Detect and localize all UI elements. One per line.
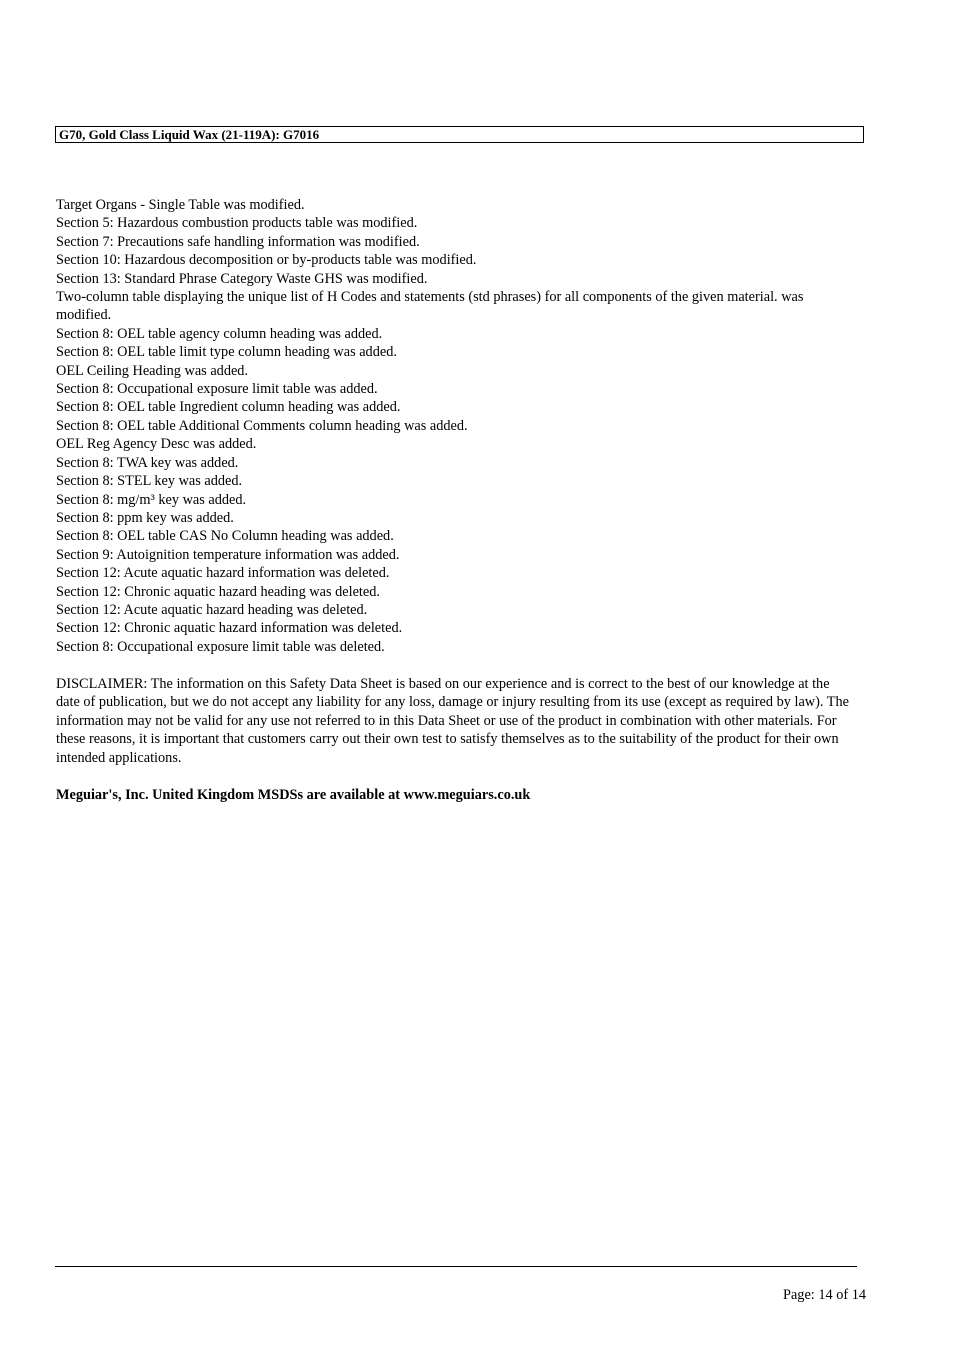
revision-change-item: Section 8: ppm key was added. [56, 509, 234, 526]
revision-change-item: Two-column table displaying the unique list of H Codes and statements (std phrases) for all components of the given material. was modified. [56, 289, 804, 324]
product-title: G70, Gold Class Liquid Wax (21-119A): G7016 [59, 127, 320, 142]
revision-change-item: Section 8: OEL table agency column heading was added. [56, 325, 383, 342]
page-number: Page: 14 of 14 [783, 1287, 866, 1303]
revision-change-item: Section 8: TWA key was added. [56, 454, 239, 471]
revision-change-item: Section 9: Autoignition temperature information was added. [56, 546, 400, 563]
revision-change-item: Section 8: Occupational exposure limit table was added. [56, 381, 378, 398]
document-header [55, 126, 864, 143]
revision-change-item: Section 8: Occupational exposure limit table was deleted. [56, 638, 385, 655]
revision-change-item: Section 12: Chronic aquatic hazard information was deleted. [56, 620, 403, 637]
revision-change-item: Section 8: mg/m³ key was added. [56, 491, 247, 508]
revision-change-item: Section 8: STEL key was added. [56, 473, 243, 490]
revision-change-item: OEL Reg Agency Desc was added. [56, 436, 257, 453]
revision-change-item: Section 12: Acute aquatic hazard heading was deleted. [56, 601, 368, 618]
footer-divider [55, 1266, 857, 1267]
msds-availability-note: Meguiar's, Inc. United Kingdom MSDSs are available at www.meguiars.co.uk [56, 787, 531, 803]
revision-change-item: OEL Ceiling Heading was added. [56, 362, 249, 379]
revision-change-item: Section 5: Hazardous combustion products table was modified. [56, 215, 418, 232]
revision-change-item: Section 10: Hazardous decomposition or by-products table was modified. [56, 252, 477, 269]
revision-change-item: Section 8: OEL table limit type column heading was added. [56, 344, 397, 361]
revision-change-item: Target Organs - Single Table was modified. [56, 197, 305, 213]
revision-change-item: Section 12: Chronic aquatic hazard heading was deleted. [56, 583, 380, 600]
revision-change-item: Section 13: Standard Phrase Category Waste GHS was modified. [56, 270, 428, 287]
revision-change-item: Section 8: OEL table Additional Comments column heading was added. [56, 417, 468, 434]
revision-change-item: Section 7: Precautions safe handling information was modified. [56, 233, 420, 250]
revision-change-item: Section 8: OEL table Ingredient column heading was added. [56, 399, 401, 416]
revision-changes-list [56, 196, 856, 656]
revision-change-item: Section 8: OEL table CAS No Column heading was added. [56, 528, 394, 545]
disclaimer-paragraph: DISCLAIMER: The information on this Safety Data Sheet is based on our experience and is correct to the best of our knowledge at the date of publication, but we do not accept any liability for any loss, damage or injury resulting from its use (except as required by law). The information may not be valid for any use not referred to in this Data Sheet or use of the product in combination with other materials. For these reasons, it is important that customers carry out their own test to satisfy themselves as to the suitability of the product for their own intended applications. [56, 676, 849, 766]
revision-change-item: Section 12: Acute aquatic hazard information was deleted. [56, 565, 390, 582]
